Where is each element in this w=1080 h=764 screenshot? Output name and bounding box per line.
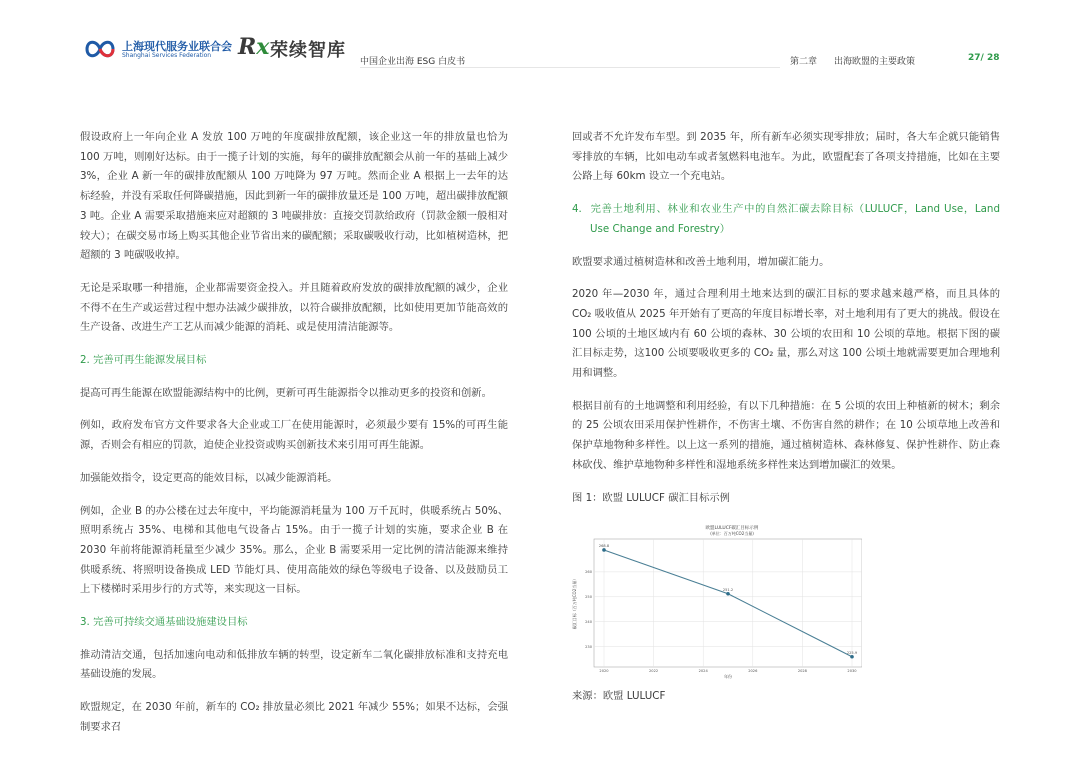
- left-column: [80, 128, 508, 751]
- rongxu-logo-icon: [238, 34, 269, 60]
- y-axis-label: 碳汇目标（百万吨CO2当量）: [572, 577, 577, 630]
- figure-source: 来源：欧盟 LULUCF: [572, 690, 666, 703]
- y-tick-label: 230: [585, 645, 592, 650]
- section-heading-text: 完善土地利用、林业和农业生产中的自然汇碳去除目标（LULUCF，Land Use，Land Use Change and Forestry）: [590, 203, 1000, 235]
- section-heading: 2. 完善可再生能源发展目标: [80, 354, 207, 367]
- x-tick-label: 2022: [649, 669, 659, 674]
- x-tick-label: 2020: [599, 669, 609, 674]
- x-tick-label: 2024: [698, 669, 708, 674]
- ssf-logo-icon: [84, 36, 116, 62]
- section-number: 4.: [572, 203, 582, 216]
- paragraph: 无论是采取哪一种措施，企业都需要资金投入。并且随着政府发放的碳排放配额的减少，企业不得不在生产或运营过程中想办法减少碳排放，以符合碳排放配额，比如使用更加节能高效的生产设备、改进生产工艺从而减少能源的消耗、或是使用清洁能源等。: [80, 281, 508, 334]
- rongxu-mark-r: R: [238, 34, 257, 60]
- section-title: 出海欧盟的主要政策: [834, 57, 916, 67]
- ssf-name-en: Shanghai Services Federation: [122, 52, 212, 59]
- y-tick-label: 260: [585, 570, 592, 575]
- rongxu-mark-x: x: [256, 34, 270, 60]
- data-point: [726, 592, 730, 596]
- paragraph: 加强能效指令，设定更高的能效目标，以减少能源消耗。: [80, 471, 338, 484]
- paragraph: 假设政府上一年向企业 A 发放 100 万吨的年度碳排放配额，该企业这一年的排放量也恰为 100 万吨，则刚好达标。由于一揽子计划的实施，每年的碳排放配额会从前一年的基础上减少 3%，企业 A 新一年的碳排放配额从 100 万吨降为 97 万吨。然而企业 A 根据上一去年的达标经验，并没有采取任何降碳措施，因此到新一年的碳排放量还是 100 万吨，超出碳排放配额 3 吨。企业 A 需要采取措施来应对超额的 3 吨碳排放：直接交罚款给政府（罚款金额一般相对较大）；在碳交易市场上购买其他企业节省出来的碳配额；采取碳吸收行动，比如植树造林，把超额的 3 吨碳吸收掉。: [80, 131, 508, 262]
- rongxu-name: 荣续智库: [270, 40, 346, 61]
- right-column: [572, 128, 1000, 720]
- data-point: [850, 655, 854, 659]
- section-heading: [572, 200, 1000, 239]
- chart-subtitle: (单位：百万吨CO2当量): [710, 531, 754, 537]
- page-header: [0, 0, 1080, 80]
- paragraph: 提高可再生能源在欧盟能源结构中的比例，更新可再生能源指令以推动更多的投资和创新。: [80, 386, 492, 399]
- header-divider: [360, 67, 780, 68]
- paragraph: 欧盟要求通过植树造林和改善土地利用，增加碳汇能力。: [572, 255, 830, 268]
- paragraph: 推动清洁交通，包括加速向电动和低排放车辆的转型，设定新车二氧化碳排放标准和支持充电基础设施的发展。: [80, 648, 508, 681]
- ssf-name: 上海现代服务业联合会: [122, 40, 232, 53]
- chart-title: 欧盟LULUCF碳汇目标示例: [705, 526, 759, 532]
- paragraph: 根据目前有的土地调整和利用经验，有以下几种措施：在 5 公顷的农田上种植新的树木；剩余的 25 公顷农田采用保护性耕作，不伤害土壤、不伤害自然的耕作；在 10 公顷草地上改善和保护草地物种多样性。以上这一系列的措施，通过植树造林、森林修复、保护性耕作、防止森林砍伐、维护草地物种多样性和湿地系统多样性来达到增加碳汇的效果。: [572, 399, 1000, 471]
- paragraph: 欧盟规定，在 2030 年前，新车的 CO₂ 排放量必须比 2021 年减少 55%；如果不达标，会强制要求召: [80, 701, 508, 733]
- plot-frame: [594, 539, 862, 667]
- paragraph: 2020 年—2030 年，通过合理利用土地来达到的碳汇目标的要求越来越严格，而且具体的 CO₂ 吸收值从 2025 年开始有了更高的年度目标增长率，对土地利用有了更大的挑战。假设在 100 公顷的土地区域内有 60 公顷的森林、30 公顷的农田和 10 公顷的草地。根据下图的碳汇目标走势，这100 公顷要吸收更多的 CO₂ 量，那么对这 100 公顷土地就需要更加合理地利用和调整。: [572, 288, 1000, 380]
- grid: [594, 539, 862, 667]
- chapter-label: 第二章: [790, 57, 818, 67]
- lulucf-chart: [572, 521, 862, 679]
- x-tick-label: 2030: [847, 669, 857, 674]
- x-tick-label: 2026: [748, 669, 758, 674]
- paragraph: 例如，企业 B 的办公楼在过去年度中，平均能源消耗量为 100 万千瓦时，供暖系统占 50%、照明系统占 35%、电梯和其他电气设备占 15%。由于一揽子计划的实施，要求企业 B 在 2030 年前将能源消耗量至少减少 35%。那么，企业 B 需要采用一定比例的清洁能源来维持供暖系统、将照明设备换成 LED 节能灯具、使用高能效的绿色等级电子设备、以及鼓励员工上下楼梯时采用步行的方式等，来实现这一目标。: [80, 504, 508, 596]
- section-heading: 3. 完善可持续交通基础设施建设目标: [80, 616, 248, 629]
- x-axis-label: 年份: [724, 674, 732, 680]
- series-line: [604, 550, 852, 657]
- y-tick-label: 240: [585, 620, 592, 625]
- series: [599, 544, 858, 659]
- document-title: 中国企业出海 ESG 白皮书: [360, 57, 466, 67]
- chart-svg: [572, 521, 862, 679]
- data-label: 225.9: [846, 651, 858, 656]
- figure-caption: 图 1：欧盟 LULUCF 碳汇目标示例: [572, 491, 730, 504]
- x-tick-label: 2028: [797, 669, 807, 674]
- paragraph: 回或者不允许发布车型。到 2035 年，所有新车必须实现零排放；届时，各大车企就只能销售零排放的车辆，比如电动车或者氢燃料电池车。为此，欧盟配套了各项支持措施，比如在主要公路上每 60km 设立一个充电站。: [572, 131, 1000, 183]
- data-point: [602, 548, 606, 552]
- ssf-logo: [84, 36, 232, 64]
- page-number: 27/ 28: [968, 53, 1000, 63]
- data-label: 251.2: [722, 588, 734, 593]
- y-tick-label: 250: [585, 595, 592, 600]
- data-label: 268.8: [598, 544, 610, 549]
- paragraph: 例如，政府发布官方文件要求各大企业或工厂在使用能源时，必须最少要有 15%的可再生能源，否则会有相应的罚款，迫使企业投资或购买创新技术来引用可再生能源。: [80, 419, 508, 452]
